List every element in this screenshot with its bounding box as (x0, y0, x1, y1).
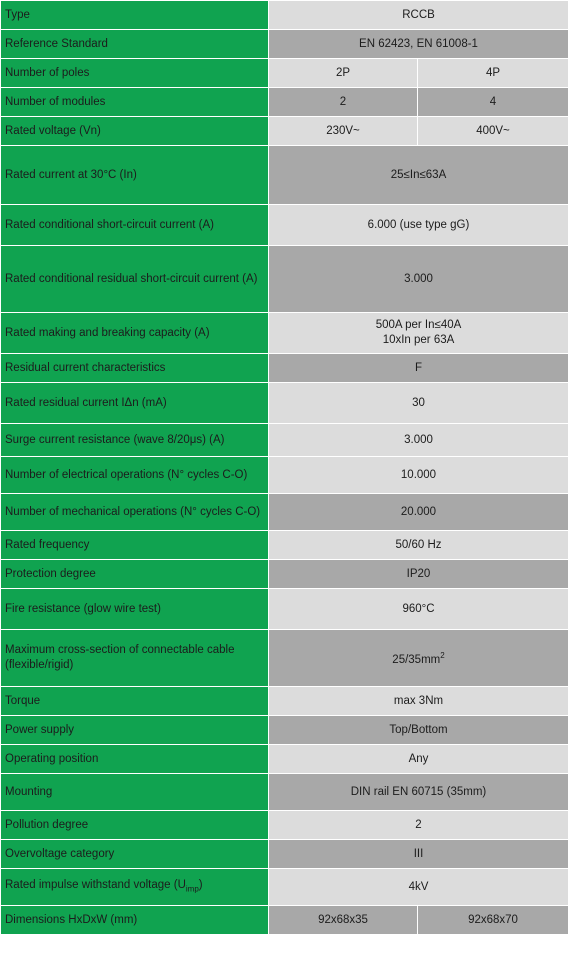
row-label-text: Rated conditional short-circuit current (A) (5, 218, 214, 231)
row-value (269, 906, 418, 935)
row-label (1, 716, 269, 745)
row-label (1, 906, 269, 935)
row-label-text: Rated impulse withstand voltage (U (5, 878, 186, 891)
table-row (1, 1, 568, 30)
table-row (1, 313, 568, 354)
table-row (1, 811, 568, 840)
table-row (1, 745, 568, 774)
row-label (1, 811, 269, 840)
row-label (1, 630, 269, 687)
row-label (1, 457, 269, 494)
row-value-text: 400V~ (476, 124, 510, 137)
row-value-text: 6.000 (use type gG) (367, 218, 470, 231)
row-label (1, 869, 269, 906)
row-label (1, 745, 269, 774)
row-value-text: 20.000 (400, 505, 437, 518)
row-label-text: Torque (5, 694, 41, 707)
row-label-text: Number of modules (5, 95, 106, 108)
table-row (1, 774, 568, 811)
row-value (269, 531, 568, 560)
row-value-text: max 3Nm (393, 694, 444, 707)
row-label-text: Power supply (5, 723, 75, 736)
row-value (269, 354, 568, 383)
row-value-text: IP20 (406, 567, 431, 580)
row-value-text: DIN rail EN 60715 (35mm) (350, 785, 487, 798)
row-value (269, 560, 568, 589)
row-value-text: Top/Bottom (389, 723, 448, 736)
row-label (1, 774, 269, 811)
row-value-text: 4P (485, 66, 501, 79)
table-row (1, 716, 568, 745)
row-label-text: Rated voltage (Vn) (5, 124, 101, 137)
row-value (269, 687, 568, 716)
row-label (1, 560, 269, 589)
row-label (1, 840, 269, 869)
row-value (269, 59, 418, 88)
table-row (1, 117, 568, 146)
row-value (269, 30, 568, 59)
row-label (1, 246, 269, 313)
row-value (269, 1, 568, 30)
row-label-text: Residual current characteristics (5, 361, 166, 374)
row-value-text: 3.000 (404, 433, 433, 446)
row-value (418, 88, 568, 117)
row-value (269, 146, 568, 205)
row-value-text: 2 (415, 818, 422, 831)
row-value (269, 205, 568, 246)
row-value-text: 92x68x70 (468, 913, 518, 926)
row-value (269, 424, 568, 457)
row-value (269, 383, 568, 424)
row-value-text: 960°C (402, 602, 435, 615)
row-value (418, 117, 568, 146)
row-value (269, 869, 568, 906)
table-row (1, 906, 568, 935)
row-value-text: 4kV (408, 880, 429, 893)
table-row (1, 531, 568, 560)
table-row (1, 840, 568, 869)
table-row (1, 59, 568, 88)
row-value (269, 494, 568, 531)
row-label (1, 117, 269, 146)
table-row (1, 205, 568, 246)
row-label-text: Protection degree (5, 567, 96, 580)
row-label-text: Type (5, 8, 30, 21)
row-value-text: 2P (335, 66, 351, 79)
row-value-text: EN 62423, EN 61008-1 (359, 37, 478, 50)
row-value (269, 745, 568, 774)
row-value-text: 92x68x35 (318, 913, 368, 926)
row-label (1, 494, 269, 531)
row-label-text: Rated current at 30°C (In) (5, 168, 137, 181)
row-label-text: Number of mechanical operations (N° cycles C-O) (5, 505, 261, 518)
row-value-text: 25≤In≤63A (390, 168, 447, 181)
row-label-text: Rated frequency (5, 538, 90, 551)
row-value (269, 117, 418, 146)
table-row (1, 383, 568, 424)
row-value (269, 457, 568, 494)
row-value (418, 906, 568, 935)
row-value-text: 50/60 Hz (395, 538, 442, 551)
table-row (1, 146, 568, 205)
row-label (1, 354, 269, 383)
row-label (1, 589, 269, 630)
row-label (1, 383, 269, 424)
table-row (1, 30, 568, 59)
row-label (1, 1, 269, 30)
spec-table-body (1, 1, 568, 935)
row-value (418, 59, 568, 88)
row-label (1, 205, 269, 246)
row-value-text: 30 (412, 396, 425, 409)
row-value-superscript: 2 (440, 651, 445, 661)
row-label-text: Rated making and breaking capacity (A) (5, 326, 210, 339)
row-label-text: Rated residual current IΔn (mA) (5, 396, 167, 409)
table-row (1, 246, 568, 313)
row-value-text: 2 (339, 95, 347, 108)
row-value-text: 4 (489, 95, 497, 108)
row-value-text: III (413, 847, 424, 860)
row-value (269, 716, 568, 745)
table-row (1, 88, 568, 117)
row-label (1, 88, 269, 117)
row-label (1, 313, 269, 354)
row-value (269, 774, 568, 811)
row-label (1, 687, 269, 716)
row-value-text: Any (408, 752, 429, 765)
row-label (1, 424, 269, 457)
table-row (1, 560, 568, 589)
table-row (1, 687, 568, 716)
row-value-text: F (414, 361, 423, 374)
table-row (1, 424, 568, 457)
row-label-text: Rated conditional residual short-circuit current (A) (5, 272, 258, 285)
row-value-text: 500A per In≤40A 10xIn per 63A (375, 319, 462, 346)
table-row (1, 494, 568, 531)
row-label-subscript: imp (185, 884, 199, 894)
row-value (269, 313, 568, 354)
row-value-text: 230V~ (326, 124, 360, 137)
row-label-text: Operating position (5, 752, 99, 765)
row-value-text: RCCB (402, 8, 435, 21)
table-row (1, 354, 568, 383)
row-label-text: Reference Standard (5, 37, 108, 50)
row-label-text: Fire resistance (glow wire test) (5, 602, 161, 615)
row-value (269, 589, 568, 630)
row-value (269, 88, 418, 117)
row-label (1, 146, 269, 205)
row-label-text: Surge current resistance (wave 8/20μs) (A) (5, 433, 225, 446)
row-value (269, 246, 568, 313)
table-row (1, 457, 568, 494)
row-label (1, 30, 269, 59)
table-row (1, 869, 568, 906)
table-row (1, 630, 568, 687)
row-label-text: Pollution degree (5, 818, 89, 831)
row-label-text: Maximum cross-section of connectable cable (flexible/rigid) (5, 644, 235, 671)
row-label-text: Mounting (5, 785, 53, 798)
row-value-text: 3.000 (404, 272, 433, 285)
row-label (1, 531, 269, 560)
row-label-suffix: ) (198, 878, 203, 891)
table-row (1, 589, 568, 630)
row-value-text: 10.000 (400, 468, 437, 481)
row-label-text: Number of electrical operations (N° cycles C-O) (5, 468, 248, 481)
row-value (269, 811, 568, 840)
row-value-text: 25/35mm (392, 653, 441, 666)
row-label-text: Dimensions HxDxW (mm) (5, 913, 138, 926)
row-label-text: Number of poles (5, 66, 90, 79)
row-label (1, 59, 269, 88)
row-value (269, 840, 568, 869)
row-value (269, 630, 568, 687)
row-label-text: Overvoltage category (5, 847, 115, 860)
